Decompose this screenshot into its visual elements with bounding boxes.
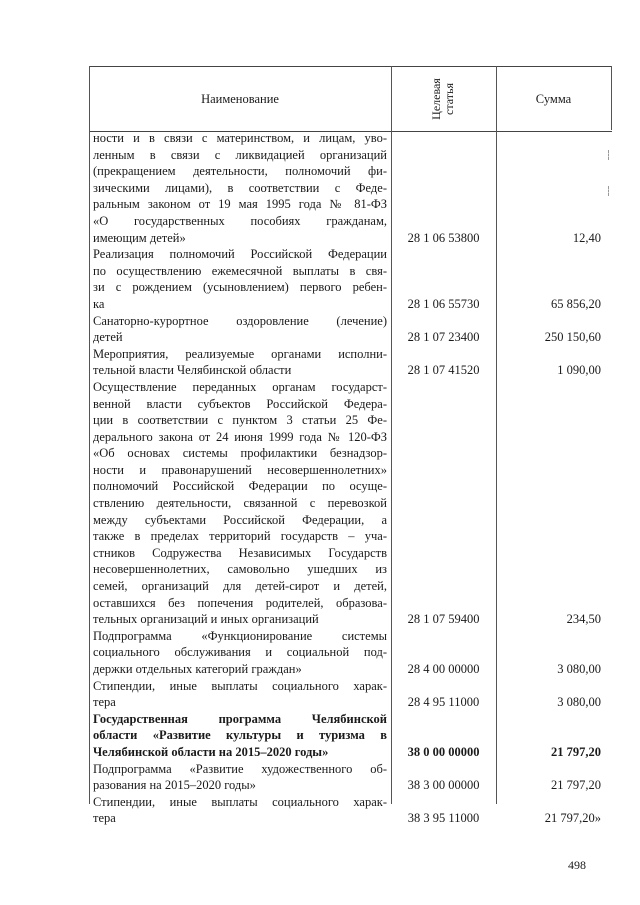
table-row bbox=[89, 246, 612, 312]
row-sum: 21 797,20 bbox=[551, 778, 601, 793]
row-name-line: между субъектами Российской Федерации, а bbox=[93, 512, 387, 527]
budget-table bbox=[89, 66, 612, 826]
row-sum: 21 797,20» bbox=[544, 811, 601, 826]
header-code-line2: статья bbox=[442, 83, 456, 115]
table-row bbox=[89, 628, 612, 678]
table-row bbox=[89, 794, 612, 827]
row-name-line: «О государственных пособиях гражданам, bbox=[93, 213, 387, 228]
row-name-line: Подпрограмма «Развитие художественного об- bbox=[93, 761, 387, 776]
row-name-line: Мероприятия, реализуемые органами исполни- bbox=[93, 346, 387, 361]
row-name-line: ствлению деятельности, связанной с перевозкой bbox=[93, 496, 387, 511]
row-target-article: 28 1 07 23400 bbox=[407, 330, 480, 345]
row-name bbox=[89, 711, 391, 761]
row-sum: 65 856,20 bbox=[551, 296, 601, 311]
row-name bbox=[89, 628, 391, 678]
row-name bbox=[89, 761, 391, 794]
row-name-line: тельной власти Челябинской области bbox=[93, 363, 292, 378]
page-number: 498 bbox=[568, 858, 586, 872]
row-name-line: семей, организаций для детей-сирот и детей, bbox=[93, 579, 387, 594]
row-name-line: Санаторно-курортное оздоровление (лечение) bbox=[93, 313, 387, 328]
row-name-line: ка bbox=[93, 296, 105, 311]
row-sum: 250 150,60 bbox=[544, 330, 601, 345]
row-name-line: ральным законом от 19 мая 1995 года № 81-ФЗ bbox=[93, 197, 387, 212]
row-target-article: 38 3 00 00000 bbox=[407, 778, 480, 793]
row-name-line: стников Содружества Независимых Государств bbox=[93, 545, 387, 560]
row-name-line: венной власти субъектов Российской Федера- bbox=[93, 396, 387, 411]
row-sum: 3 080,00 bbox=[557, 695, 601, 710]
table-row bbox=[89, 678, 612, 711]
scan-artifact bbox=[608, 150, 609, 160]
row-name-line: также в пределах территорий государств – уча- bbox=[93, 529, 387, 544]
row-name bbox=[89, 346, 391, 379]
row-sum: 12,40 bbox=[572, 230, 601, 245]
table-row bbox=[89, 711, 612, 761]
row-name-line: детей bbox=[93, 330, 123, 345]
row-name-line: Стипендии, иные выплаты социального харак- bbox=[93, 678, 387, 693]
row-name-line: ленным в связи с ликвидацией организаций bbox=[93, 147, 387, 162]
row-name-line: ности и правонарушений несовершеннолетних» bbox=[93, 462, 387, 477]
header-sum: Сумма bbox=[535, 91, 572, 106]
row-name-line: «Об основах системы профилактики безнадзор- bbox=[93, 446, 387, 461]
table-row bbox=[89, 130, 612, 246]
row-target-article: 28 4 00 00000 bbox=[407, 662, 480, 676]
row-name-line: социального обслуживания и социальной под- bbox=[93, 645, 387, 660]
row-name bbox=[89, 246, 391, 312]
row-name-line: Реализация полномочий Российской Федерации bbox=[93, 247, 387, 262]
row-target-article: 28 1 06 53800 bbox=[407, 230, 480, 245]
header-name: Наименование bbox=[201, 91, 279, 106]
row-sum: 3 080,00 bbox=[557, 662, 601, 676]
row-name-line: тера bbox=[93, 811, 116, 826]
row-name bbox=[89, 379, 391, 628]
row-name-line: держки отдельных категорий граждан» bbox=[93, 662, 302, 676]
row-name-line: Государственная программа Челябинской bbox=[93, 711, 387, 726]
row-target-article: 28 1 07 59400 bbox=[407, 612, 480, 627]
table-body bbox=[89, 130, 612, 827]
row-name-line: тера bbox=[93, 695, 116, 710]
row-name-line: несовершеннолетних, самовольно ушедших из bbox=[93, 562, 387, 577]
row-name-line: ности и в связи с материнством, и лицам, уво- bbox=[93, 131, 387, 145]
row-name bbox=[89, 678, 391, 711]
row-target-article: 28 1 07 41520 bbox=[407, 363, 480, 378]
row-target-article: 28 4 95 11000 bbox=[407, 695, 480, 710]
row-name-line: зи с рождением (усыновлением) первого ребен- bbox=[93, 280, 387, 295]
table-header bbox=[89, 66, 612, 132]
row-sum: 1 090,00 bbox=[557, 363, 601, 378]
header-target-article bbox=[391, 67, 496, 131]
row-name bbox=[89, 130, 391, 246]
header-code-line1: Целевая bbox=[429, 78, 443, 120]
row-name-line: (прекращением деятельности, полномочий фи- bbox=[93, 164, 387, 179]
row-target-article: 28 1 06 55730 bbox=[407, 296, 480, 311]
table-row bbox=[89, 346, 612, 379]
row-name-line: зическими лицами), в соответствии с Феде- bbox=[93, 180, 387, 195]
row-name-line: Стипендии, иные выплаты социального харак- bbox=[93, 794, 387, 809]
row-sum: 234,50 bbox=[566, 612, 601, 627]
table-row bbox=[89, 761, 612, 794]
row-name-line: дерального закона от 24 июня 1999 года № 120-ФЗ bbox=[93, 429, 387, 444]
row-name bbox=[89, 313, 391, 346]
row-name-line: Осуществление переданных органам государст- bbox=[93, 379, 387, 394]
row-name-line: разования на 2015–2020 годы» bbox=[93, 778, 256, 793]
row-name-line: имеющим детей» bbox=[93, 230, 186, 245]
row-name-line: Челябинской области на 2015–2020 годы» bbox=[93, 744, 329, 759]
scan-artifact bbox=[608, 186, 609, 196]
row-name-line: оставшихся без попечения родителей, образова- bbox=[93, 595, 387, 610]
row-name-line: Подпрограмма «Функционирование системы bbox=[93, 628, 387, 643]
row-target-article: 38 0 00 00000 bbox=[407, 744, 480, 759]
row-name bbox=[89, 794, 391, 827]
row-sum: 21 797,20 bbox=[551, 744, 601, 759]
row-name-line: области «Развитие культуры и туризма в bbox=[93, 728, 387, 743]
row-name-line: тельных организаций и иных организаций bbox=[93, 612, 319, 627]
column-divider bbox=[611, 66, 612, 130]
row-name-line: полномочий Российской Федерации по осуще- bbox=[93, 479, 387, 494]
table-row bbox=[89, 379, 612, 628]
row-target-article: 38 3 95 11000 bbox=[407, 811, 480, 826]
table-row bbox=[89, 313, 612, 346]
row-name-line: по осуществлению ежемесячной выплаты в свя- bbox=[93, 263, 387, 278]
row-name-line: ции в соответствии с пунктом 3 статьи 25 Фе- bbox=[93, 413, 387, 428]
